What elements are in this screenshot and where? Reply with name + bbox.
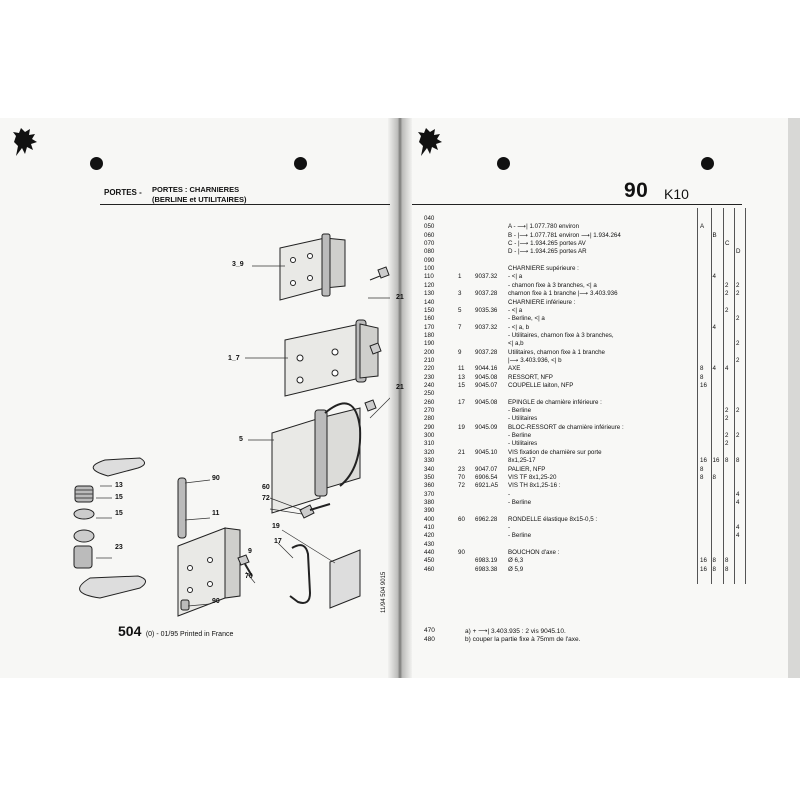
line-number: 040 — [424, 215, 435, 222]
table-row — [0, 449, 800, 457]
line-number: 090 — [424, 256, 435, 264]
line-number: 430 — [424, 540, 435, 548]
table-row — [0, 482, 800, 490]
part-reference: 9037.32 — [475, 273, 498, 281]
quantity-cell: 2 — [725, 415, 729, 423]
quantity-cell: 8 — [725, 557, 729, 565]
table-row — [0, 365, 800, 373]
part-description: Ø 6,3 — [508, 557, 524, 565]
quantity-cell: 4 — [725, 365, 729, 373]
note-b: b) couper la partie fixe à 75mm de l'axe. — [465, 636, 581, 643]
part-description: Utilitaires, charnon fixe à 1 branche — [508, 348, 605, 356]
table-row — [0, 215, 800, 223]
part-description: VIS TF 8x1,25-20 — [508, 473, 557, 481]
line-number: 360 — [424, 482, 435, 490]
item-number: 60 — [458, 515, 465, 523]
item-number: 5 — [458, 306, 462, 314]
table-row — [0, 315, 800, 323]
part-description: - <| a — [508, 273, 523, 281]
part-description: COUPELLE laiton, NFP — [508, 382, 574, 389]
line-number: 150 — [424, 306, 435, 314]
item-number: 19 — [458, 423, 465, 431]
table-row — [0, 257, 800, 265]
line-number: 220 — [424, 365, 435, 373]
part-reference: 6962.28 — [475, 515, 498, 523]
line-number: 450 — [424, 557, 435, 565]
table-row — [0, 407, 800, 415]
line-number: 160 — [424, 315, 435, 323]
part-description: |⟶ 3.403.936, <| b — [508, 356, 562, 364]
table-row — [0, 273, 800, 281]
quantity-cell: 8 — [712, 473, 716, 481]
part-description: - — [508, 490, 511, 498]
table-row — [0, 507, 800, 515]
line-number: 400 — [424, 515, 435, 523]
quantity-cell: 16 — [712, 457, 720, 465]
table-row — [0, 474, 800, 482]
table-row — [0, 265, 800, 273]
table-row — [0, 499, 800, 507]
part-description: - charnon fixe à 3 branches, <| a — [508, 281, 597, 289]
table-row — [0, 240, 800, 248]
part-reference: 9037.28 — [475, 290, 498, 298]
item-number: 17 — [458, 398, 465, 406]
part-description: D - |⟶ 1.934.265 portes AR — [508, 248, 587, 256]
quantity-cell: 4 — [736, 532, 740, 540]
part-reference: 9037.28 — [475, 348, 498, 356]
quantity-cell: 8 — [700, 365, 704, 373]
quantity-cell: 2 — [725, 281, 729, 289]
item-number: 15 — [458, 382, 465, 389]
table-row — [0, 282, 800, 290]
part-description: 8x1,25-17 — [508, 457, 536, 465]
part-description: - Berline, <| a — [508, 315, 545, 323]
quantity-cell: B — [712, 231, 717, 239]
table-row — [0, 566, 800, 574]
item-number: 7 — [458, 323, 462, 331]
page-number: 504 — [118, 623, 142, 639]
table-row — [0, 516, 800, 524]
line-number: 330 — [424, 457, 435, 465]
part-description: - Berline — [508, 532, 532, 540]
parts-table — [0, 118, 800, 678]
line-number: 170 — [424, 323, 435, 331]
callout-label: 23 — [115, 544, 123, 551]
callout-label: 15 — [115, 510, 123, 517]
part-description: EPINGLE de charnière inférieure : — [508, 398, 602, 406]
quantity-cell: 4 — [712, 365, 716, 373]
item-number: 21 — [458, 448, 465, 456]
table-row — [0, 324, 800, 332]
item-number: 9 — [458, 348, 462, 356]
line-number: 260 — [424, 398, 435, 406]
open-catalog-book — [0, 118, 800, 678]
quantity-cell: 8 — [712, 565, 716, 573]
print-info: (0) - 01/95 Printed in France — [145, 631, 234, 638]
table-row — [0, 299, 800, 307]
line-number: 440 — [424, 549, 435, 556]
line-number: 320 — [424, 448, 435, 456]
part-description: - Berline — [508, 432, 532, 440]
part-description: VIS fixation de charnière sur porte — [508, 448, 602, 456]
line-number: 340 — [424, 465, 435, 473]
line-number: 210 — [424, 356, 435, 364]
item-number: 23 — [458, 465, 465, 473]
table-row — [0, 349, 800, 357]
callout-label: 90 — [212, 475, 220, 482]
part-description: - Berline — [508, 407, 532, 415]
item-number: 72 — [458, 482, 465, 490]
line-number: 180 — [424, 331, 435, 339]
callout-label: 19 — [272, 523, 280, 530]
quantity-cell: 8 — [725, 457, 729, 465]
quantity-cell: 16 — [700, 557, 707, 565]
document-code: 11/94 504 9015 — [381, 571, 387, 613]
part-description: - Utilitaires — [508, 440, 538, 448]
table-row — [0, 290, 800, 298]
table-row — [0, 307, 800, 315]
quantity-cell: 2 — [725, 440, 729, 448]
callout-label: 1_7 — [228, 355, 240, 362]
quantity-cell: 2 — [736, 281, 740, 289]
table-row — [0, 415, 800, 423]
page-subtitle-2: (BERLINE et UTILITAIRES) — [152, 195, 247, 204]
line-number: 080 — [424, 248, 435, 256]
part-description: BOUCHON d'axe : — [508, 549, 560, 556]
line-number: 060 — [424, 231, 435, 239]
part-description: AXE — [508, 365, 521, 373]
part-description: CHARNIERE supérieure : — [508, 265, 579, 273]
part-reference: 9045.10 — [475, 448, 498, 456]
quantity-cell: 4 — [736, 523, 740, 531]
part-description: <| a,b — [508, 340, 524, 348]
callout-label: 3_9 — [232, 261, 244, 268]
part-description: charnon fixe à 1 branche |⟶ 3.403.936 — [508, 290, 618, 298]
item-number: 13 — [458, 373, 465, 381]
table-row — [0, 382, 800, 390]
line-number: 110 — [424, 273, 434, 281]
quantity-cell: D — [736, 248, 741, 256]
section-number: 90 — [624, 179, 649, 202]
part-description: - — [508, 523, 511, 531]
line-number: 100 — [424, 265, 435, 273]
part-reference: 9047.07 — [475, 465, 498, 473]
table-row — [0, 232, 800, 240]
quantity-cell: 2 — [736, 315, 740, 323]
quantity-cell: 2 — [736, 340, 740, 348]
line-number: 370 — [424, 490, 435, 498]
table-row — [0, 549, 800, 557]
part-description: - Berline — [508, 498, 532, 506]
line-number: 200 — [424, 348, 435, 356]
item-number: 1 — [458, 273, 462, 281]
callout-label: 70 — [245, 573, 253, 580]
table-row — [0, 432, 800, 440]
callout-label: 72 — [262, 495, 270, 502]
line-number: 310 — [424, 440, 435, 448]
line-number: 240 — [424, 382, 435, 389]
line-number: 140 — [424, 298, 435, 306]
part-description: A - ⟶| 1.077.780 environ — [508, 223, 580, 231]
table-row — [0, 491, 800, 499]
table-row — [0, 524, 800, 532]
note-a: a) + ⟶| 3.403.935 : 2 vis 9045.10. — [465, 628, 566, 635]
line-number: 190 — [424, 340, 435, 348]
part-description: C - |⟶ 1.934.265 portes AV — [508, 240, 586, 248]
callout-label: 9 — [248, 548, 252, 555]
table-row — [0, 557, 800, 565]
part-reference: 6983.19 — [475, 557, 498, 565]
part-description: BLOC-RESSORT de charnière inférieure : — [508, 423, 624, 431]
quantity-cell: 2 — [736, 356, 740, 364]
callout-label: 21 — [396, 384, 404, 391]
item-number: 11 — [458, 365, 465, 373]
line-number: 230 — [424, 373, 435, 381]
table-row — [0, 399, 800, 407]
quantity-cell: 4 — [736, 490, 740, 498]
part-description: PALIER, NFP — [508, 465, 546, 473]
part-description: RESSORT, NFP — [508, 373, 553, 381]
callout-label: 13 — [115, 482, 123, 489]
line-number: 420 — [424, 532, 435, 540]
table-row — [0, 357, 800, 365]
line-number: 380 — [424, 498, 435, 506]
callout-label: 90 — [212, 598, 220, 605]
table-row — [0, 541, 800, 549]
item-number: 3 — [458, 290, 462, 298]
part-description: CHARNIERE inférieure : — [508, 298, 576, 306]
line-number: 050 — [424, 223, 435, 231]
table-row — [0, 440, 800, 448]
part-reference: 9035.36 — [475, 306, 498, 314]
quantity-cell: 2 — [725, 407, 729, 415]
line-number: 390 — [424, 507, 435, 515]
line-number: 270 — [424, 407, 435, 415]
callout-label: 15 — [115, 494, 123, 501]
callout-label: 11 — [212, 510, 220, 517]
line-number: 070 — [424, 240, 435, 248]
part-description: - Utilitaires — [508, 415, 538, 423]
quantity-cell: 2 — [736, 407, 740, 415]
table-row — [0, 223, 800, 231]
item-number: 70 — [458, 473, 465, 481]
quantity-cell: 8 — [712, 557, 716, 565]
line-number: 410 — [424, 523, 435, 531]
table-row — [0, 374, 800, 382]
quantity-cell: 4 — [736, 498, 740, 506]
callout-label: 21 — [396, 294, 404, 301]
part-description: - <| a, b — [508, 323, 530, 331]
table-row — [0, 457, 800, 465]
part-reference: 6921.A5 — [475, 482, 499, 490]
line-number: 120 — [424, 281, 435, 289]
part-description: - Utilitaires, charnon fixe à 3 branches, — [508, 331, 614, 339]
callout-label: 5 — [239, 436, 243, 443]
page-title: PORTES - — [104, 188, 142, 197]
table-row — [0, 466, 800, 474]
quantity-cell: 8 — [700, 465, 704, 473]
part-reference: 6983.38 — [475, 565, 498, 573]
quantity-cell: 2 — [725, 432, 729, 440]
table-row — [0, 332, 800, 340]
quantity-cell: 16 — [700, 457, 707, 465]
quantity-cell: 2 — [725, 306, 729, 314]
part-reference: 9045.08 — [475, 373, 498, 381]
line-number: 280 — [424, 415, 435, 423]
part-reference: 9037.32 — [475, 323, 498, 331]
part-description: VIS TH 8x1,25-16 : — [508, 482, 561, 490]
quantity-cell: 16 — [700, 382, 707, 389]
quantity-cell: 4 — [712, 323, 716, 331]
line-number: 350 — [424, 473, 435, 481]
quantity-cell: 8 — [700, 473, 704, 481]
line-number: 290 — [424, 423, 435, 431]
part-reference: 9044.16 — [475, 365, 498, 373]
line-number: 130 — [424, 290, 435, 298]
line-number: 300 — [424, 432, 435, 440]
quantity-cell: 8 — [725, 565, 729, 573]
part-reference: 9045.09 — [475, 423, 498, 431]
part-reference: 6906.54 — [475, 473, 498, 481]
note-line-number: 470 — [424, 627, 435, 634]
table-row — [0, 248, 800, 256]
page-subtitle-1: PORTES : CHARNIERES — [152, 185, 240, 194]
table-row — [0, 390, 800, 398]
quantity-cell: 16 — [700, 565, 707, 573]
callout-label: 60 — [262, 484, 270, 491]
quantity-cell: A — [700, 223, 705, 231]
part-description: RONDELLE élastique 8x15-0,5 : — [508, 515, 598, 523]
line-number: 250 — [424, 390, 435, 398]
quantity-cell: C — [725, 240, 730, 248]
part-reference: 9045.08 — [475, 398, 498, 406]
quantity-cell: 2 — [736, 432, 740, 440]
quantity-cell: 8 — [736, 457, 740, 465]
quantity-cell: 2 — [736, 290, 740, 298]
part-description: B - |⟶ 1.077.781 environ ⟶| 1.934.264 — [508, 231, 621, 239]
part-description: Ø 5,9 — [508, 565, 524, 573]
table-row — [0, 340, 800, 348]
quantity-cell: 8 — [700, 373, 704, 381]
table-row — [0, 424, 800, 432]
line-number: 460 — [424, 565, 435, 573]
part-reference: 9045.07 — [475, 382, 498, 389]
note-line-number: 480 — [424, 636, 435, 643]
part-description: - <| a — [508, 306, 523, 314]
section-code: K10 — [664, 186, 689, 202]
quantity-cell: 4 — [712, 273, 716, 281]
item-number: 90 — [458, 549, 465, 556]
table-row — [0, 532, 800, 540]
callout-label: 17 — [274, 538, 282, 545]
quantity-cell: 2 — [725, 290, 729, 298]
